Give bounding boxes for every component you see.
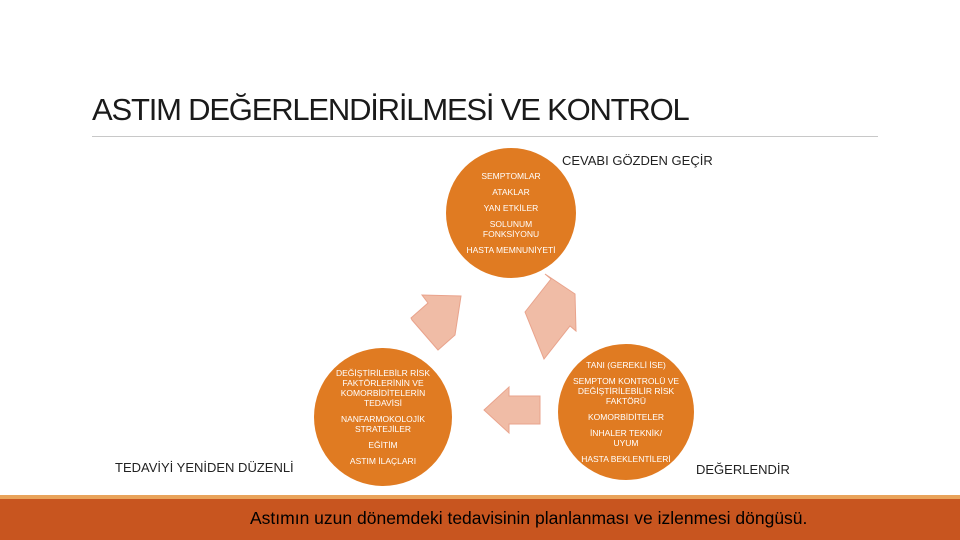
arrow-assess-to-adjust: [484, 387, 540, 433]
adjust-item: EĞİTİM: [368, 440, 398, 450]
arrow-adjust-to-review: [411, 295, 461, 350]
stage-label-adjust: TEDAVİYİ YENİDEN DÜZENLİ: [115, 460, 294, 475]
assess-item: KOMORBİDİTELER: [587, 412, 665, 422]
assess-item: HASTA BEKLENTİLERİ: [581, 454, 671, 464]
slide-title: ASTIM DEĞERLENDİRİLMESİ VE KONTROL: [92, 92, 689, 127]
adjust-item: DEĞİŞTİRİLEBİLR RİSK FAKTÖRLERİNİN VE KOMORBİDİTELERİN TEDAVİSİ: [336, 368, 430, 408]
assess-item: TANI (GEREKLİ İSE): [586, 360, 666, 370]
adjust-item: NANFARMOKOLOJİK STRATEJİLER: [340, 414, 426, 434]
stage-label-review: CEVABI GÖZDEN GEÇİR: [562, 153, 713, 168]
review-item: YAN ETKİLER: [483, 203, 539, 213]
review-item: SOLUNUM FONKSİYONU: [482, 219, 540, 239]
review-item: SEMPTOMLAR: [481, 171, 541, 181]
review-item: HASTA MEMNUNİYETİ: [466, 245, 556, 255]
review-item: ATAKLAR: [492, 187, 530, 197]
adjust-item: ASTIM İLAÇLARI: [349, 456, 417, 466]
slide-caption: Astımın uzun dönemdeki tedavisinin planlanması ve izlenmesi döngüsü.: [250, 508, 808, 528]
assess-item: SEMPTOM KONTROLÜ VE DEĞİŞTİRİLEBİLİR RİSK FAKTÖRÜ: [572, 376, 680, 406]
arrow-review-to-assess: [525, 274, 576, 359]
assess-item: İNHALER TEKNİK/ UYUM: [589, 428, 663, 448]
stage-label-assess: DEĞERLENDİR: [696, 462, 790, 477]
